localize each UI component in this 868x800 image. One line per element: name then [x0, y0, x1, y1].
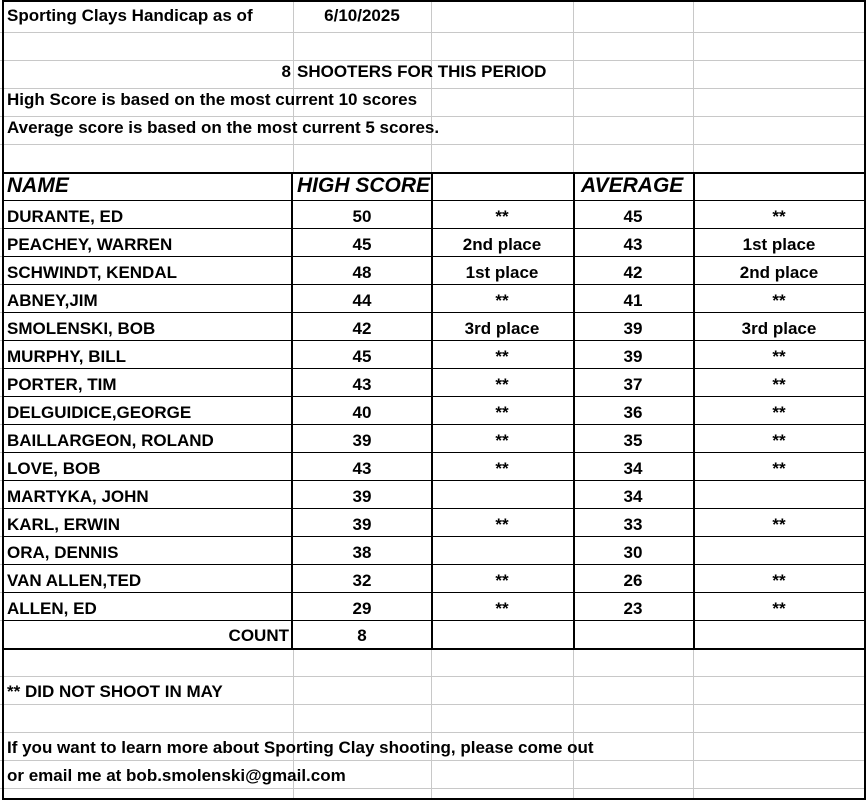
average-place: **: [772, 403, 786, 422]
average-value: 41: [623, 291, 643, 310]
footer-note: ** DID NOT SHOOT IN MAY: [7, 682, 223, 701]
shooter-name: PORTER, TIM: [7, 375, 117, 394]
grid-line: [2, 0, 866, 2]
count-label: COUNT: [228, 626, 289, 645]
shooter-name: ORA, DENNIS: [7, 543, 119, 562]
header-average: AVERAGE: [581, 174, 684, 197]
grid-line: [693, 0, 694, 172]
shooter-name: ABNEY,JIM: [7, 291, 98, 310]
shooter-name: PEACHEY, WARREN: [7, 235, 173, 254]
shooter-name: BAILLARGEON, ROLAND: [7, 431, 214, 450]
shooter-name: MARTYKA, JOHN: [7, 487, 149, 506]
high-score-place: **: [495, 571, 509, 590]
sheet-date: 6/10/2025: [324, 6, 400, 25]
grid-line: [2, 256, 866, 257]
footer-line-2: or email me at bob.smolenski@gmail.com: [7, 766, 346, 785]
high-score-place: **: [495, 599, 509, 618]
average-place: **: [772, 291, 786, 310]
footer-line-1: If you want to learn more about Sporting Clay shooting, please come out: [7, 738, 594, 757]
grid-line: [2, 228, 866, 229]
grid-line: [0, 116, 866, 117]
average-place: 3rd place: [741, 319, 817, 338]
average-value: 39: [623, 347, 643, 366]
header-high-score: HIGH SCORE: [297, 174, 431, 197]
average-place: **: [772, 515, 786, 534]
high-score-place: **: [495, 403, 509, 422]
grid-line: [693, 650, 694, 800]
high-score-value: 39: [352, 515, 372, 534]
average-value: 33: [623, 515, 643, 534]
high-score-place: **: [495, 459, 509, 478]
high-score-place: **: [495, 375, 509, 394]
average-value: 23: [623, 599, 643, 618]
shooter-name: SCHWINDT, KENDAL: [7, 263, 177, 282]
grid-line: [573, 0, 574, 172]
high-score-note: High Score is based on the most current 10 scores: [7, 90, 418, 109]
high-score-place: **: [495, 431, 509, 450]
high-score-place: 2nd place: [462, 235, 542, 254]
average-value: 37: [623, 375, 643, 394]
high-score-place: 1st place: [465, 263, 539, 282]
grid-line: [2, 452, 866, 453]
average-value: 34: [623, 487, 643, 506]
shooter-name: SMOLENSKI, BOB: [7, 319, 156, 338]
high-score-value: 32: [352, 571, 372, 590]
grid-line: [573, 650, 574, 800]
high-score-value: 29: [352, 599, 372, 618]
grid-line: [431, 0, 432, 172]
sheet-title: Sporting Clays Handicap as of: [7, 6, 253, 25]
grid-line: [0, 32, 866, 33]
header-name: NAME: [7, 174, 69, 197]
average-value: 39: [623, 319, 643, 338]
grid-line: [2, 172, 866, 174]
shooter-name: DURANTE, ED: [7, 207, 124, 226]
grid-line: [0, 788, 866, 789]
high-score-place: **: [495, 515, 509, 534]
shooter-name: KARL, ERWIN: [7, 515, 121, 534]
grid-line: [2, 340, 866, 341]
average-value: 45: [623, 207, 643, 226]
high-score-value: 40: [352, 403, 372, 422]
high-score-value: 39: [352, 431, 372, 450]
grid-line: [0, 732, 866, 733]
high-score-place: **: [495, 291, 509, 310]
grid-line: [2, 424, 866, 425]
grid-line: [2, 564, 866, 565]
shooter-name: MURPHY, BILL: [7, 347, 126, 366]
average-place: **: [772, 375, 786, 394]
average-place: 2nd place: [739, 263, 819, 282]
high-score-value: 43: [352, 375, 372, 394]
grid-line: [2, 480, 866, 481]
grid-line: [0, 704, 866, 705]
count-value: 8: [357, 626, 367, 645]
grid-line: [2, 200, 866, 201]
high-score-value: 50: [352, 207, 372, 226]
grid-line: [2, 592, 866, 593]
grid-line: [0, 760, 866, 761]
high-score-value: 45: [352, 235, 372, 254]
grid-line: [0, 60, 866, 61]
grid-line: [2, 620, 866, 621]
high-score-value: 42: [352, 319, 372, 338]
average-place: **: [772, 571, 786, 590]
shooter-name: DELGUIDICE,GEORGE: [7, 403, 192, 422]
grid-line: [2, 396, 866, 397]
high-score-place: 3rd place: [464, 319, 540, 338]
grid-line: [2, 312, 866, 313]
grid-line: [0, 144, 866, 145]
grid-line: [2, 284, 866, 285]
average-place: **: [772, 599, 786, 618]
grid-line: [2, 368, 866, 369]
high-score-place: **: [495, 207, 509, 226]
shooter-name: VAN ALLEN,TED: [7, 571, 142, 590]
high-score-value: 43: [352, 459, 372, 478]
average-place: **: [772, 207, 786, 226]
average-value: 36: [623, 403, 643, 422]
high-score-value: 48: [352, 263, 372, 282]
grid-line: [0, 676, 866, 677]
shooter-name: ALLEN, ED: [7, 599, 97, 618]
shooters-count: 8: [281, 62, 291, 81]
average-value: 34: [623, 459, 643, 478]
average-value: 35: [623, 431, 643, 450]
grid-line: [431, 650, 432, 800]
grid-line: [2, 0, 4, 800]
grid-line: [864, 0, 866, 800]
high-score-value: 44: [352, 291, 372, 310]
average-place: 1st place: [742, 235, 816, 254]
average-value: 30: [623, 543, 643, 562]
grid-line: [2, 648, 866, 650]
grid-line: [0, 88, 866, 89]
average-value: 26: [623, 571, 643, 590]
high-score-value: 38: [352, 543, 372, 562]
average-place: **: [772, 459, 786, 478]
grid-line: [2, 508, 866, 509]
grid-line: [293, 0, 294, 172]
average-value: 42: [623, 263, 643, 282]
high-score-value: 39: [352, 487, 372, 506]
average-value: 43: [623, 235, 643, 254]
high-score-place: **: [495, 347, 509, 366]
average-place: **: [772, 431, 786, 450]
shooters-text: SHOOTERS FOR THIS PERIOD: [297, 62, 547, 81]
high-score-value: 45: [352, 347, 372, 366]
shooter-name: LOVE, BOB: [7, 459, 101, 478]
average-score-note: Average score is based on the most current 5 scores.: [7, 118, 440, 137]
grid-line: [2, 536, 866, 537]
average-place: **: [772, 347, 786, 366]
